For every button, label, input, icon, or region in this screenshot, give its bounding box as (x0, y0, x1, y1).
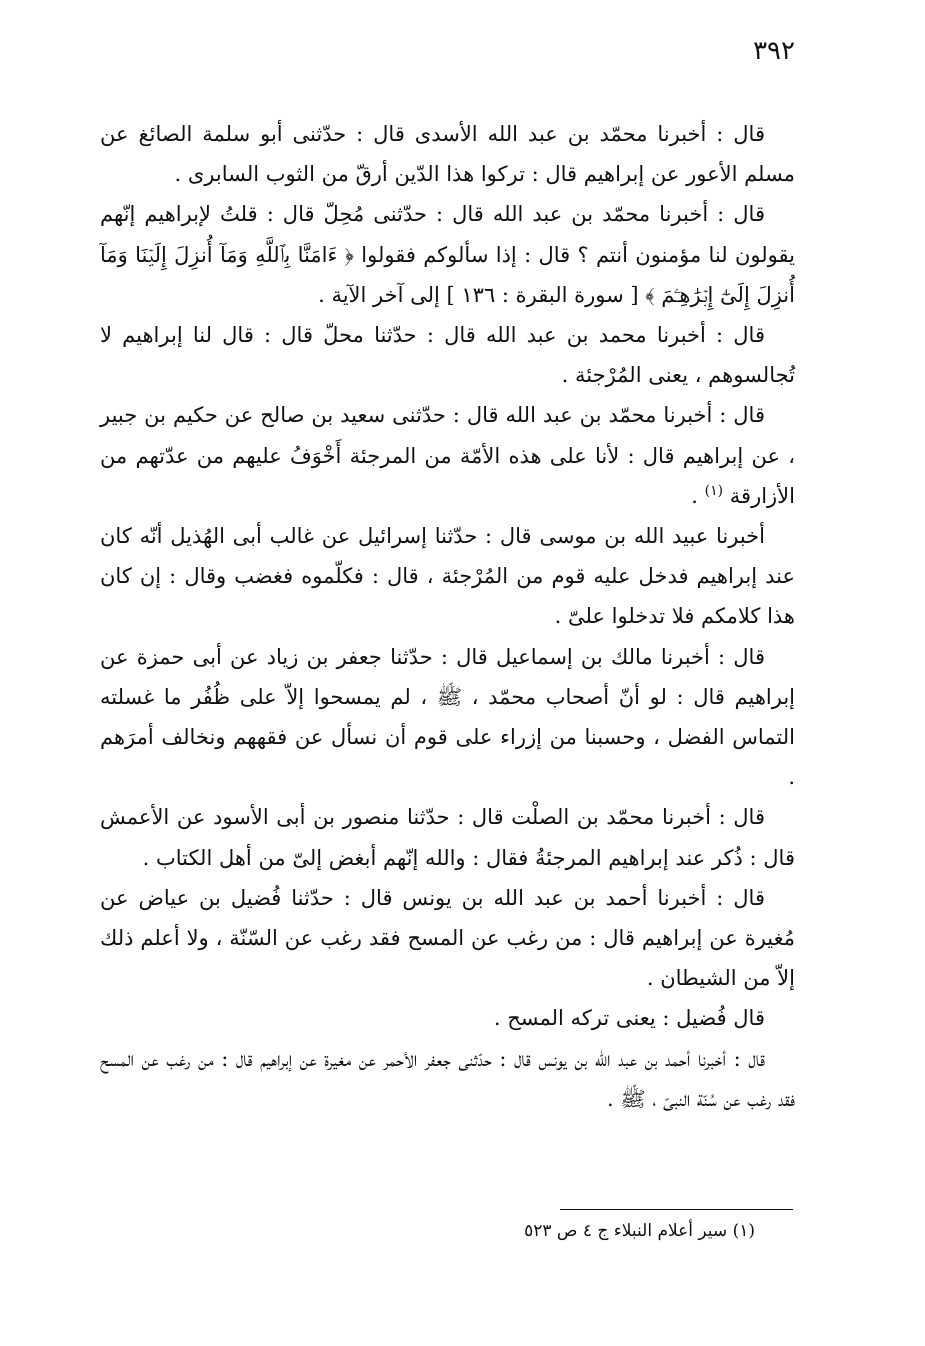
paragraph-4 (100, 395, 795, 516)
paragraph-1: قال : أخبرنا محمّد بن عبد الله الأسدى قال : حدّثنى أبو سلمة الصائغ عن مسلم الأعور عن إبراهيم قال : تركوا هذا الدّين أرقّ من الثوب السابرى . (100, 122, 795, 187)
paragraph-8: قال : أخبرنا أحمد بن عبد الله بن يونس قال : حدّثنا فُضيل بن عياض عن مُغيرة عن إبراهيم قال : من رغب عن المسح فقد رغب عن السّنّة ، ولا أعلم ذلك إلاّ من الشيطان . (100, 885, 795, 991)
paragraph-7: قال : أخبرنا محمّد بن الصلْت قال : حدّثنا منصور بن أبى الأسود عن الأعمش قال : ذُكر عند إبراهيم المرجئةُ فقال : والله إنّهم أبغض إلىّ من أهل الكتاب . (100, 805, 795, 870)
footnote-reference[interactable]: (١) (704, 482, 724, 499)
footnote: (١) سير أعلام النبلاء ج ٤ ص ٥٢٣ (524, 1221, 755, 1241)
paragraph-5: أخبرنا عبيد الله بن موسى قال : حدّثنا إسرائيل عن غالب أبى الهُذيل أنّه كان عند إبراهيم فدخل عليه قوم من المُرْجئة ، قال : فكلّموه فغضب وقال : إن كان هذا كلامكم فلا تدخلوا علىّ . (100, 524, 795, 629)
footnote-divider (560, 1209, 793, 1210)
paragraph-6: قال : أخبرنا مالك بن إسماعيل قال : حدّثنا جعفر بن زياد عن أبى حمزة عن إبراهيم قال : لو أنّ أصحاب محمّد ، ﷺ ، لم يمسحوا إلاّ على ظُفُر ما غسلته التماس الفضل ، وحسبنا من إزراء على قوم أن نسأل عن فقههم ونخالف أمرَهم . (100, 644, 795, 790)
paragraph-3: قال : أخبرنا محمد بن عبد الله قال : حدّثنا محلّ قال : قال لنا إبراهيم لا تُجالسوهم ، يعنى المُرْجئة . (100, 323, 795, 388)
paragraph-10: قال : أخبرنا أحمد بن عبد الله بن يونس قال : حدّثنى جعفر الأحمر عن مغيرة عن إبراهيم قال : من رغب عن المسح فقد رغب عن سُنّة النبىّ ، ﷺ . (100, 1046, 795, 1111)
paragraph-9: قال فُضيل : يعنى تركه المسح . (493, 1006, 765, 1031)
paragraph-4-text: قال : أخبرنا محمّد بن عبد الله قال : حدّثنى سعيد بن صالح عن حكيم بن جبير ، عن إبراهيم قال : لأنا على هذه الأمّة من المرجئة أَخْوَفُ عليهم من عدّتهم من الأزارقة (100, 403, 795, 508)
paragraph-4-end: . (691, 483, 705, 508)
paragraph-2: قال : أخبرنا محمّد بن عبد الله قال : حدّثنى مُحِلّ قال : قلتُ لإبراهيم إنّهم يقولون لنا مؤمنون أنتم ؟ قال : إذا سألوكم فقولوا ﴿ ءَامَنَّا بِٱللَّهِ وَمَآ أُنزِلَ إِلَيۡنَا وَمَآ أُنزِلَ إِلَىٰٓ إِبۡرَٰهِـۧمَ ﴾ [ سورة البقرة : ١٣٦ ] إلى آخر الآية . (100, 202, 795, 307)
body-text (100, 114, 795, 1119)
page-number: ٣٩٢ (753, 36, 795, 66)
